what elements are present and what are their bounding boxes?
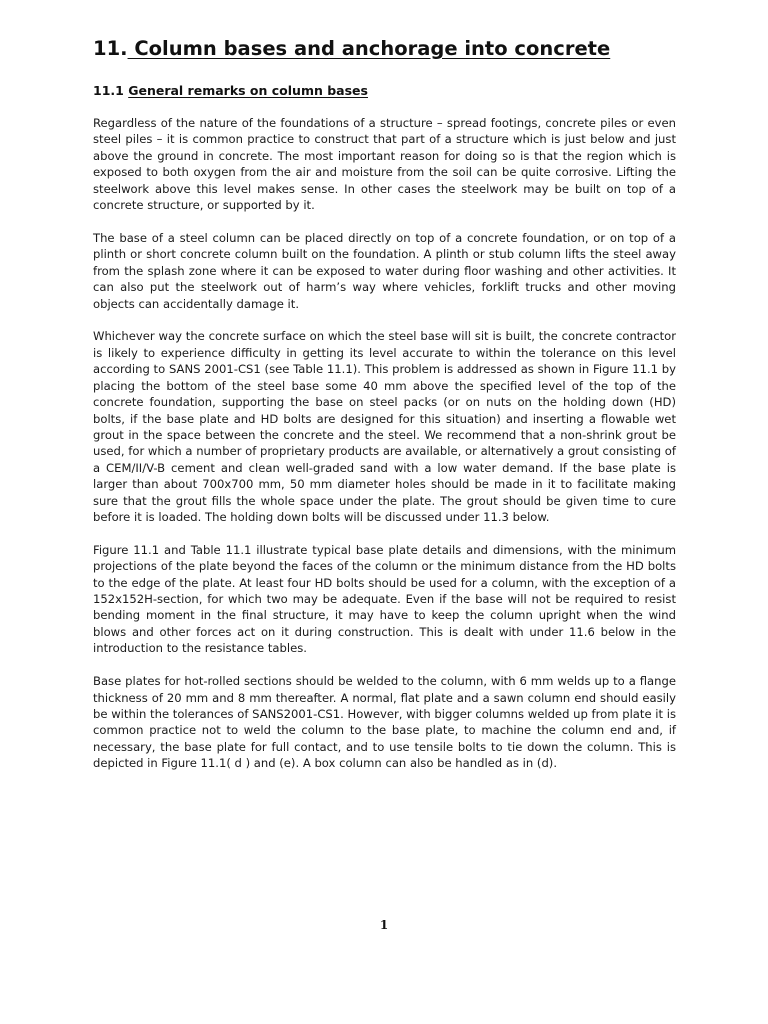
chapter-number: 11. xyxy=(93,37,128,60)
paragraph-base-plate-details: Figure 11.1 and Table 11.1 illustrate typical base plate details and dimensions, with the minimum projections of the plate beyond the faces of the column or the minimum distance from the HD bolts to the edge of the plate. At least four HD bolts should be used for a column, with the exception of a 152x152H-section, for which two may be adequate. Even if the base will not be required to resist bending moment in the final structure, it may have to keep the column upright when the wind blows and other forces act on it during construction. This is dealt with under 11.6 below in the introduction to the resistance tables. xyxy=(93,542,676,656)
chapter-title: Column bases and anchorage into concrete xyxy=(127,37,611,60)
paragraph-foundations-intro: Regardless of the nature of the foundations of a structure – spread footings, concrete piles or even steel piles – it is common practice to construct that part of a structure which is just below and just above the ground in concrete. The most important reason for doing so is that the region which is exposed to both oxygen from the air and moisture from the soil can be quite corrosive. Lifting the steelwork above this level makes sense. In other cases the steelwork may be built on top of a concrete structure, or supported by it. xyxy=(93,116,676,213)
document-page xyxy=(93,36,676,772)
paragraph-welding-base-plates: Base plates for hot-rolled sections should be welded to the column, with 6 mm welds up to a flange thickness of 20 mm and 8 mm thereafter. A normal, flat plate and a sawn column end should easily be within the tolerances of SANS2001-CS1. However, with bigger columns welded up from plate it is common practice not to weld the column to the base plate, to machine the column end and, if necessary, the base plate for full contact, and to use tensile bolts to tie down the column. This is depicted in Figure 11.1( d ) and (e). A box column can also be handled as in (d). xyxy=(93,674,676,771)
section-heading xyxy=(93,82,676,100)
paragraph-column-base-placement: The base of a steel column can be placed directly on top of a concrete foundation, or on top of a plinth or short concrete column built on the foundation. A plinth or stub column lifts the steel away from the splash zone where it can be exposed to water during floor washing and other activities. It can also put the steelwork out of harm’s way where vehicles, forklift trucks and other moving objects can accidentally damage it. xyxy=(93,230,676,311)
page-number: 1 xyxy=(379,918,389,932)
paragraph-grout-tolerance: Whichever way the concrete surface on which the steel base will sit is built, the concrete contractor is likely to experience difficulty in getting its level accurate to within the tolerance on this level according to SANS 2001-CS1 (see Table 11.1). This problem is addressed as shown in Figure 11.1 by placing the bottom of the steel base some 40 mm above the specified level of the top of the concrete foundation, supporting the base on steel packs (or on nuts on the holding down (HD) bolts, if the base plate and HD bolts are designed for this situation) and inserting a flowable wet grout in the space between the concrete and the steel. We recommend that a non-shrink grout be used, for which a number of proprietary products are available, or alternatively a grout consisting of a CEM/II/V-B cement and clean well-graded sand with a low water demand. If the base plate is larger than about 700x700 mm, 50 mm diameter holes should be made in it to facilitate making sure that the grout fills the whole space under the plate. The grout should be given time to cure before it is loaded. The holding down bolts will be discussed under 11.3 below. xyxy=(93,329,676,524)
section-title: General remarks on column bases xyxy=(128,83,368,98)
chapter-heading xyxy=(93,36,676,62)
section-number: 11.1 xyxy=(93,83,124,98)
